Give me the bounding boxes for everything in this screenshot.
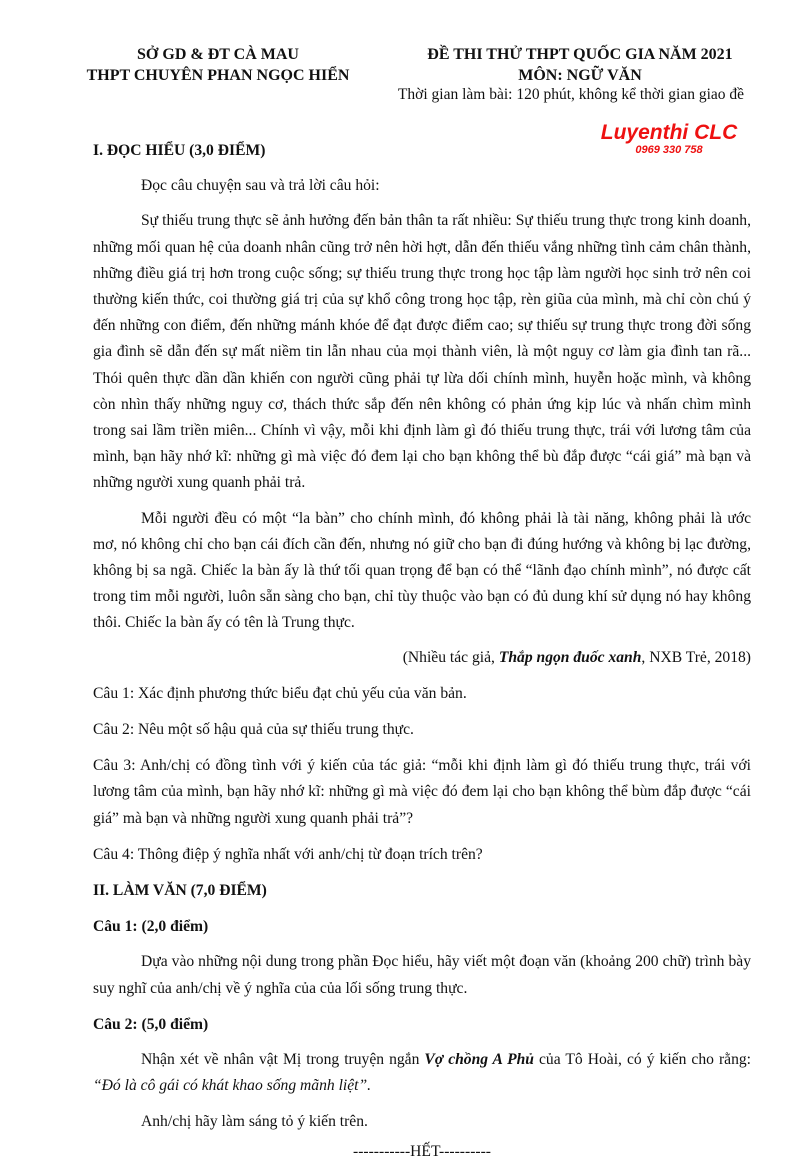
exam-title: ĐỀ THI THỬ THPT QUỐC GIA NĂM 2021 (427, 46, 733, 63)
writing-question-1-text: Dựa vào những nội dung trong phần Đọc hiểu, hãy viết một đoạn văn (khoảng 200 chữ) trình bày suy nghĩ của anh/chị về ý nghĩa của của lối sống trung thực. (93, 953, 751, 997)
question-4: Câu 4: Thông điệp ý nghĩa nhất với anh/chị từ đoạn trích trên? (93, 845, 483, 863)
c2-middle: của Tô Hoài, có ý kiến cho rằng: (533, 1051, 751, 1069)
c2-quote: “Đó là cô gái có khát khao sống mãnh liệt”. (93, 1077, 372, 1095)
reading-instruction: Đọc câu chuyện sau và trả lời câu hỏi: (141, 177, 380, 195)
school-name: THPT CHUYÊN PHAN NGỌC HIỂN (86, 67, 350, 84)
writing-heading: II. LÀM VĂN (7,0 ĐIỂM) (93, 882, 267, 900)
end-mark: -----------HẾT---------- (353, 1142, 491, 1160)
c2-work-title: Vợ chồng A Phủ (424, 1051, 534, 1069)
question-2: Câu 2: Nêu một số hậu quả của sự thiếu trung thực. (93, 721, 414, 739)
school-header (58, 44, 378, 86)
watermark-phone: 0969 330 758 (635, 144, 703, 156)
source-suffix: , NXB Trẻ, 2018) (641, 648, 751, 666)
writing-question-1-heading: Câu 1: (2,0 điểm) (93, 918, 209, 936)
department-name: SỞ GD & ĐT CÀ MAU (137, 46, 299, 63)
exam-header (400, 44, 760, 86)
question-3: Câu 3: Anh/chị có đồng tình với ý kiến của tác giả: “mỗi khi định làm gì đó thiếu trung thực, trái với lương tâm của mình, bạn hãy nhớ kĩ: những gì mà việc đó đem lại cho bạn không thể bùm đắp được “cái giá” mà bạn và những người xung quanh phải trả”? (93, 757, 751, 827)
subject-name: MÔN: NGỮ VĂN (518, 67, 642, 84)
passage-source (93, 645, 751, 671)
c2-prefix: Nhận xét về nhân vật Mị trong truyện ngắn (141, 1051, 425, 1069)
exam-time: Thời gian làm bài: 120 phút, không kể thời gian giao đề (397, 86, 745, 103)
watermark-name: Luyenthi CLC (600, 121, 738, 144)
writing-question-2-heading: Câu 2: (5,0 điểm) (93, 1015, 209, 1033)
passage-paragraph-2: Mỗi người đều có một “la bàn” cho chính mình, đó không phải là tài năng, không phải là ước mơ, nó không chỉ cho bạn cái đích cần đến, nhưng nó giữ cho bạn đi đúng hướng và không bị lạc đường, không bị sa ngã. Chiếc la bàn ấy là thứ tối quan trọng để bạn có thể “lãnh đạo chính mình”, nó được cất trong tim mỗi người, luôn sẵn sàng cho bạn, chỉ tùy thuộc vào bạn có đủ dung khí sử dụng nó hay không thôi. Chiếc la bàn ấy có tên là Trung thực. (93, 509, 751, 632)
passage-paragraph-1: Sự thiếu trung thực sẽ ảnh hưởng đến bản thân ta rất nhiều: Sự thiếu trung thực trong kinh doanh, những mối quan hệ của doanh nhân cũng trở nên hời hợt, dẫn đến thiếu vắng những tình cảm chân thành, những điều giá trị hơn trong cuộc sống; sự thiếu trung thực trong học tập làm người học sinh trở nên coi thường kiến thức, coi thường giá trị của sự khổ công trong học tập, rèn giũa của mình, mà chỉ còn chú ý đến những con điểm, đến những mánh khóe để đạt được điểm cao; sự thiếu sự trung thực trong đời sống gia đình sẽ dẫn đến sự mất niềm tin lẫn nhau của mọi thành viên, là một nguy cơ làm gia đình tan rã... Thói quên thực dần dần khiến con người cũng phải tự lừa dối chính mình, huyễn hoặc mình, và không còn nhìn thấy những nguy cơ, thách thức sắp đến nên không có phản ứng kịp lúc và nhấn chìm mình trong sai lầm triền miên... Chính vì vậy, mỗi khi định làm gì đó thiếu trung thực, trái với lương tâm của mình, bạn hãy nhớ kĩ: những gì mà việc đó đem lại cho bạn không thể bù đắp được “cái giá” mà bạn và những người xung quanh phải trả. (93, 212, 751, 492)
reading-heading: I. ĐỌC HIỂU (3,0 ĐIỂM) (93, 142, 266, 159)
question-1: Câu 1: Xác định phương thức biểu đạt chủ yếu của văn bản. (93, 684, 467, 702)
source-title: Thắp ngọn đuốc xanh (498, 648, 642, 666)
writing-question-2-task: Anh/chị hãy làm sáng tỏ ý kiến trên. (141, 1112, 368, 1130)
source-prefix: (Nhiều tác giả, (402, 648, 499, 666)
writing-question-2-text (93, 1047, 751, 1099)
exam-content (93, 138, 751, 1165)
